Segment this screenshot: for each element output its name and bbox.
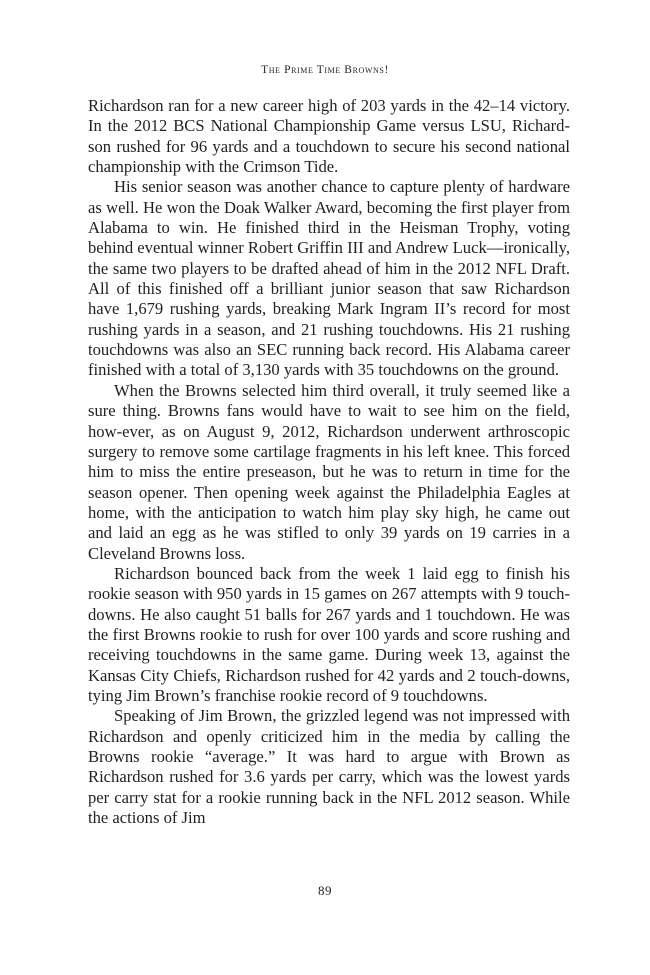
page-number: 89 [318,883,332,898]
paragraph-5: Speaking of Jim Brown, the grizzled legend was not impressed with Richardson and openly criticized him in the media by calling the Browns rookie “average.” It was hard to argue with Brown as Richardson rushed for 3.6 yards per carry, which was the lowest yards per carry stat for a rookie running back in the NFL 2012 season. While the actions of Jim [88,706,570,828]
running-head [0,64,650,76]
body-text [88,96,570,828]
paragraph-1: Richardson ran for a new career high of 203 yards in the 42–14 victory. In the 2012 BCS National Championship Game versus LSU, Richard-son rushed for 96 yards and a touchdown to secure his second national championship with the Crimson Tide. [88,96,570,177]
paragraph-3: When the Browns selected him third overall, it truly seemed like a sure thing. Browns fans would have to wait to see him on the field, how-ever, as on August 9, 2012, Richardson underwent arthroscopic surgery to remove some cartilage fragments in his left knee. This forced him to miss the entire preseason, but he was to return in time for the season opener. Then opening week against the Philadelphia Eagles at home, with the anticipation to watch him play sky high, he came out and laid an egg as he was stifled to only 39 yards on 19 carries in a Cleveland Browns loss. [88,380,570,563]
paragraph-4: Richardson bounced back from the week 1 laid egg to finish his rookie season with 950 yards in 15 games on 267 attempts with 9 touch-downs. He also caught 51 balls for 267 yards and 1 touchdown. He was the first Browns rookie to rush for over 100 yards and score rushing and receiving touchdowns in the same game. During week 13, against the Kansas City Chiefs, Richardson rushed for 42 yards and 2 touch-downs, tying Jim Brown’s franchise rookie record of 9 touchdowns. [88,563,570,705]
paragraph-2: His senior season was another chance to capture plenty of hardware as well. He won the Doak Walker Award, becoming the first player from Alabama to win. He finished third in the Heisman Trophy, voting behind eventual winner Robert Griffin III and Andrew Luck—ironically, the same two players to be drafted ahead of him in the 2012 NFL Draft. All of this finished off a brilliant junior season that saw Richardson have 1,679 rushing yards, breaking Mark Ingram II’s record for most rushing yards in a season, and 21 rushing touchdowns. His 21 rushing touchdowns was also an SEC running back record. His Alabama career finished with a total of 3,130 yards with 35 touchdowns on the ground. [88,177,570,380]
running-head-title: The Prime Time Browns! [261,64,389,76]
